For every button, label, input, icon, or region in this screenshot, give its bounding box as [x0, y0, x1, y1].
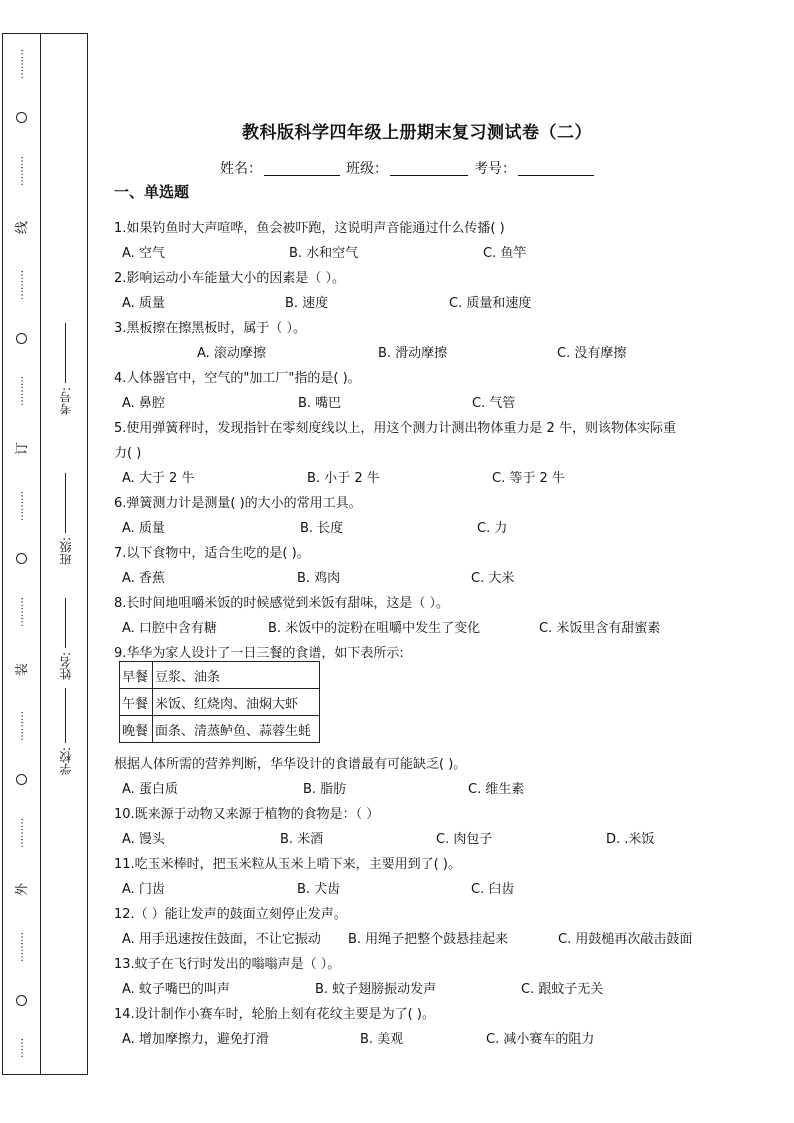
dotted-line: ⋯⋯⋯	[16, 376, 27, 407]
option: C. 质量和速度	[449, 296, 532, 311]
option: C. 米饭里含有甜蜜素	[539, 621, 661, 636]
option: A. 质量	[122, 296, 165, 311]
option: B. 用绳子把整个鼓悬挂起来	[348, 932, 509, 947]
option: B. 美观	[360, 1032, 404, 1047]
option: B. 犬齿	[297, 882, 341, 897]
option: B. 蚊子翅膀振动发声	[315, 982, 437, 997]
table-cell: 米饭、红烧肉、油焖大虾	[153, 689, 320, 716]
table-cell: 午餐	[120, 689, 153, 716]
option: B. 米酒	[280, 832, 324, 847]
margin-field-class	[55, 473, 75, 565]
student-info-line	[220, 158, 600, 178]
option: A. 蛋白质	[122, 782, 178, 797]
seal-char: 订	[15, 442, 31, 456]
option: C. 力	[477, 521, 508, 536]
circle-mark	[16, 553, 27, 564]
option: D. .米饭	[606, 832, 655, 847]
question-stem-continued: 力( )	[114, 446, 142, 461]
margin-field-name	[55, 598, 75, 680]
question-stem: 1.如果钓鱼时大声喧哗，鱼会被吓跑，这说明声音能通过什么传播( )	[114, 221, 505, 236]
dotted-line: ⋯⋯⋯	[16, 490, 27, 521]
circle-mark	[16, 774, 27, 785]
option: B. 滑动摩擦	[378, 346, 448, 361]
table-cell: 晚餐	[120, 716, 153, 743]
question-stem: 2.影响运动小车能量大小的因素是（ ）。	[114, 271, 346, 286]
number-blank[interactable]	[518, 161, 594, 176]
option: A. 鼻腔	[122, 396, 165, 411]
question-stem: 4.人体器官中，空气的"加工厂"指的是( )。	[114, 371, 361, 386]
name-label: 姓名：	[220, 161, 262, 177]
margin-field-label: 班级:	[58, 537, 73, 566]
circle-mark	[16, 995, 27, 1006]
question-stem: 14.设计制作小赛车时，轮胎上刻有花纹主要是为了( )。	[114, 1007, 435, 1022]
margin-field-exam-number	[55, 323, 75, 415]
option: B. 鸡肉	[297, 571, 341, 586]
class-blank[interactable]	[390, 161, 468, 176]
question-stem: 13.蚊子在飞行时发出的嗡嗡声是（ ）。	[114, 957, 341, 972]
dotted-line: ⋯⋯⋯	[16, 932, 27, 963]
option: C. 跟蚊子无关	[521, 982, 604, 997]
option: C. 减小赛车的阻力	[486, 1032, 595, 1047]
option: C. 大米	[471, 571, 515, 586]
dotted-line: ⋯⋯⋯	[16, 270, 27, 301]
dotted-line: ⋯⋯⋯	[16, 597, 27, 628]
question-stem: 12.（ ）能让发声的鼓面立刻停止发声。	[114, 907, 347, 922]
table-cell: 面条、清蒸鲈鱼、蒜蓉生蚝	[153, 716, 320, 743]
table-cell: 早餐	[120, 662, 153, 689]
dotted-line: ⋯⋯	[16, 1038, 27, 1059]
option: B. 小于 2 牛	[307, 471, 380, 486]
exam-title: 教科版科学四年级上册期末复习测试卷（二）	[242, 123, 592, 143]
seal-char: 装	[15, 662, 31, 676]
seal-char: 线	[15, 221, 31, 235]
option: A. 增加摩擦力，避免打滑	[122, 1032, 269, 1047]
circle-mark	[16, 333, 27, 344]
option: B. 嘴巴	[298, 396, 342, 411]
dotted-line: ⋯⋯⋯	[16, 711, 27, 742]
option: C. 用鼓槌再次敲击鼓面	[558, 932, 693, 947]
dotted-line: ⋯⋯⋯	[16, 49, 27, 80]
number-label: 考号：	[474, 161, 516, 177]
question-stem: 8.长时间地咀嚼米饭的时候感觉到米饭有甜味，这是（ ）。	[114, 596, 450, 611]
question-stem: 7.以下食物中，适合生吃的是( )。	[114, 546, 310, 561]
option: A. 馒头	[122, 832, 165, 847]
circle-mark	[16, 112, 27, 123]
option: A. 口腔中含有糖	[122, 621, 217, 636]
option: B. 米饭中的淀粉在咀嚼中发生了变化	[268, 621, 481, 636]
question-stem-continued: 根据人体所需的营养判断，华华设计的食谱最有可能缺乏( )。	[114, 757, 467, 772]
option: A. 质量	[122, 521, 165, 536]
option: C. 没有摩擦	[557, 346, 627, 361]
margin-field-school	[55, 688, 75, 775]
option: B. 水和空气	[289, 246, 359, 261]
question-stem: 5.使用弹簧秤时，发现指针在零刻度线以上，用这个测力计测出物体重力是 2 牛，则该物体实际重	[114, 421, 676, 436]
option: C. 等于 2 牛	[492, 471, 565, 486]
meal-table	[119, 661, 320, 743]
dotted-line: ⋯⋯⋯	[16, 817, 27, 848]
option: A. 香蕉	[122, 571, 165, 586]
dotted-line: ⋯⋯⋯	[16, 155, 27, 186]
option: A. 用手迅速按住鼓面，不让它振动	[122, 932, 321, 947]
option: C. 鱼竿	[483, 246, 527, 261]
seal-char: 外	[15, 883, 31, 897]
option: B. 脂肪	[303, 782, 347, 797]
option: A. 空气	[122, 246, 165, 261]
name-blank[interactable]	[264, 161, 340, 176]
option: A. 门齿	[122, 882, 165, 897]
option: C. 维生素	[468, 782, 525, 797]
option: C. 臼齿	[471, 882, 515, 897]
seal-line-column	[2, 33, 40, 1075]
margin-field-label: 姓名:	[58, 652, 73, 681]
question-stem: 6.弹簧测力计是测量( )的大小的常用工具。	[114, 496, 362, 511]
option: A. 大于 2 牛	[122, 471, 195, 486]
question-stem: 9.华华为家人设计了一日三餐的食谱，如下表所示:	[114, 646, 404, 661]
table-row	[120, 662, 320, 689]
margin-field-label: 考号:	[58, 387, 73, 416]
option: B. 长度	[300, 521, 344, 536]
option: C. 气管	[472, 396, 516, 411]
student-info-column	[41, 33, 88, 1075]
table-row	[120, 716, 320, 743]
option: A. 蚊子嘴巴的叫声	[122, 982, 230, 997]
option: B. 速度	[285, 296, 329, 311]
option: A. 滚动摩擦	[197, 346, 266, 361]
margin-field-label: 学校:	[58, 747, 73, 776]
question-stem: 10.既来源于动物又来源于植物的食物是：（ ）	[114, 807, 380, 822]
table-cell: 豆浆、油条	[153, 662, 320, 689]
option: C. 肉包子	[436, 832, 493, 847]
section-title: 一、单选题	[114, 183, 190, 201]
table-row	[120, 689, 320, 716]
class-label: 班级：	[346, 161, 388, 177]
question-stem: 11.吃玉米棒时，把玉米粒从玉米上啃下来，主要用到了( )。	[114, 857, 461, 872]
question-stem: 3.黑板擦在擦黑板时，属于（ ）。	[114, 321, 307, 336]
